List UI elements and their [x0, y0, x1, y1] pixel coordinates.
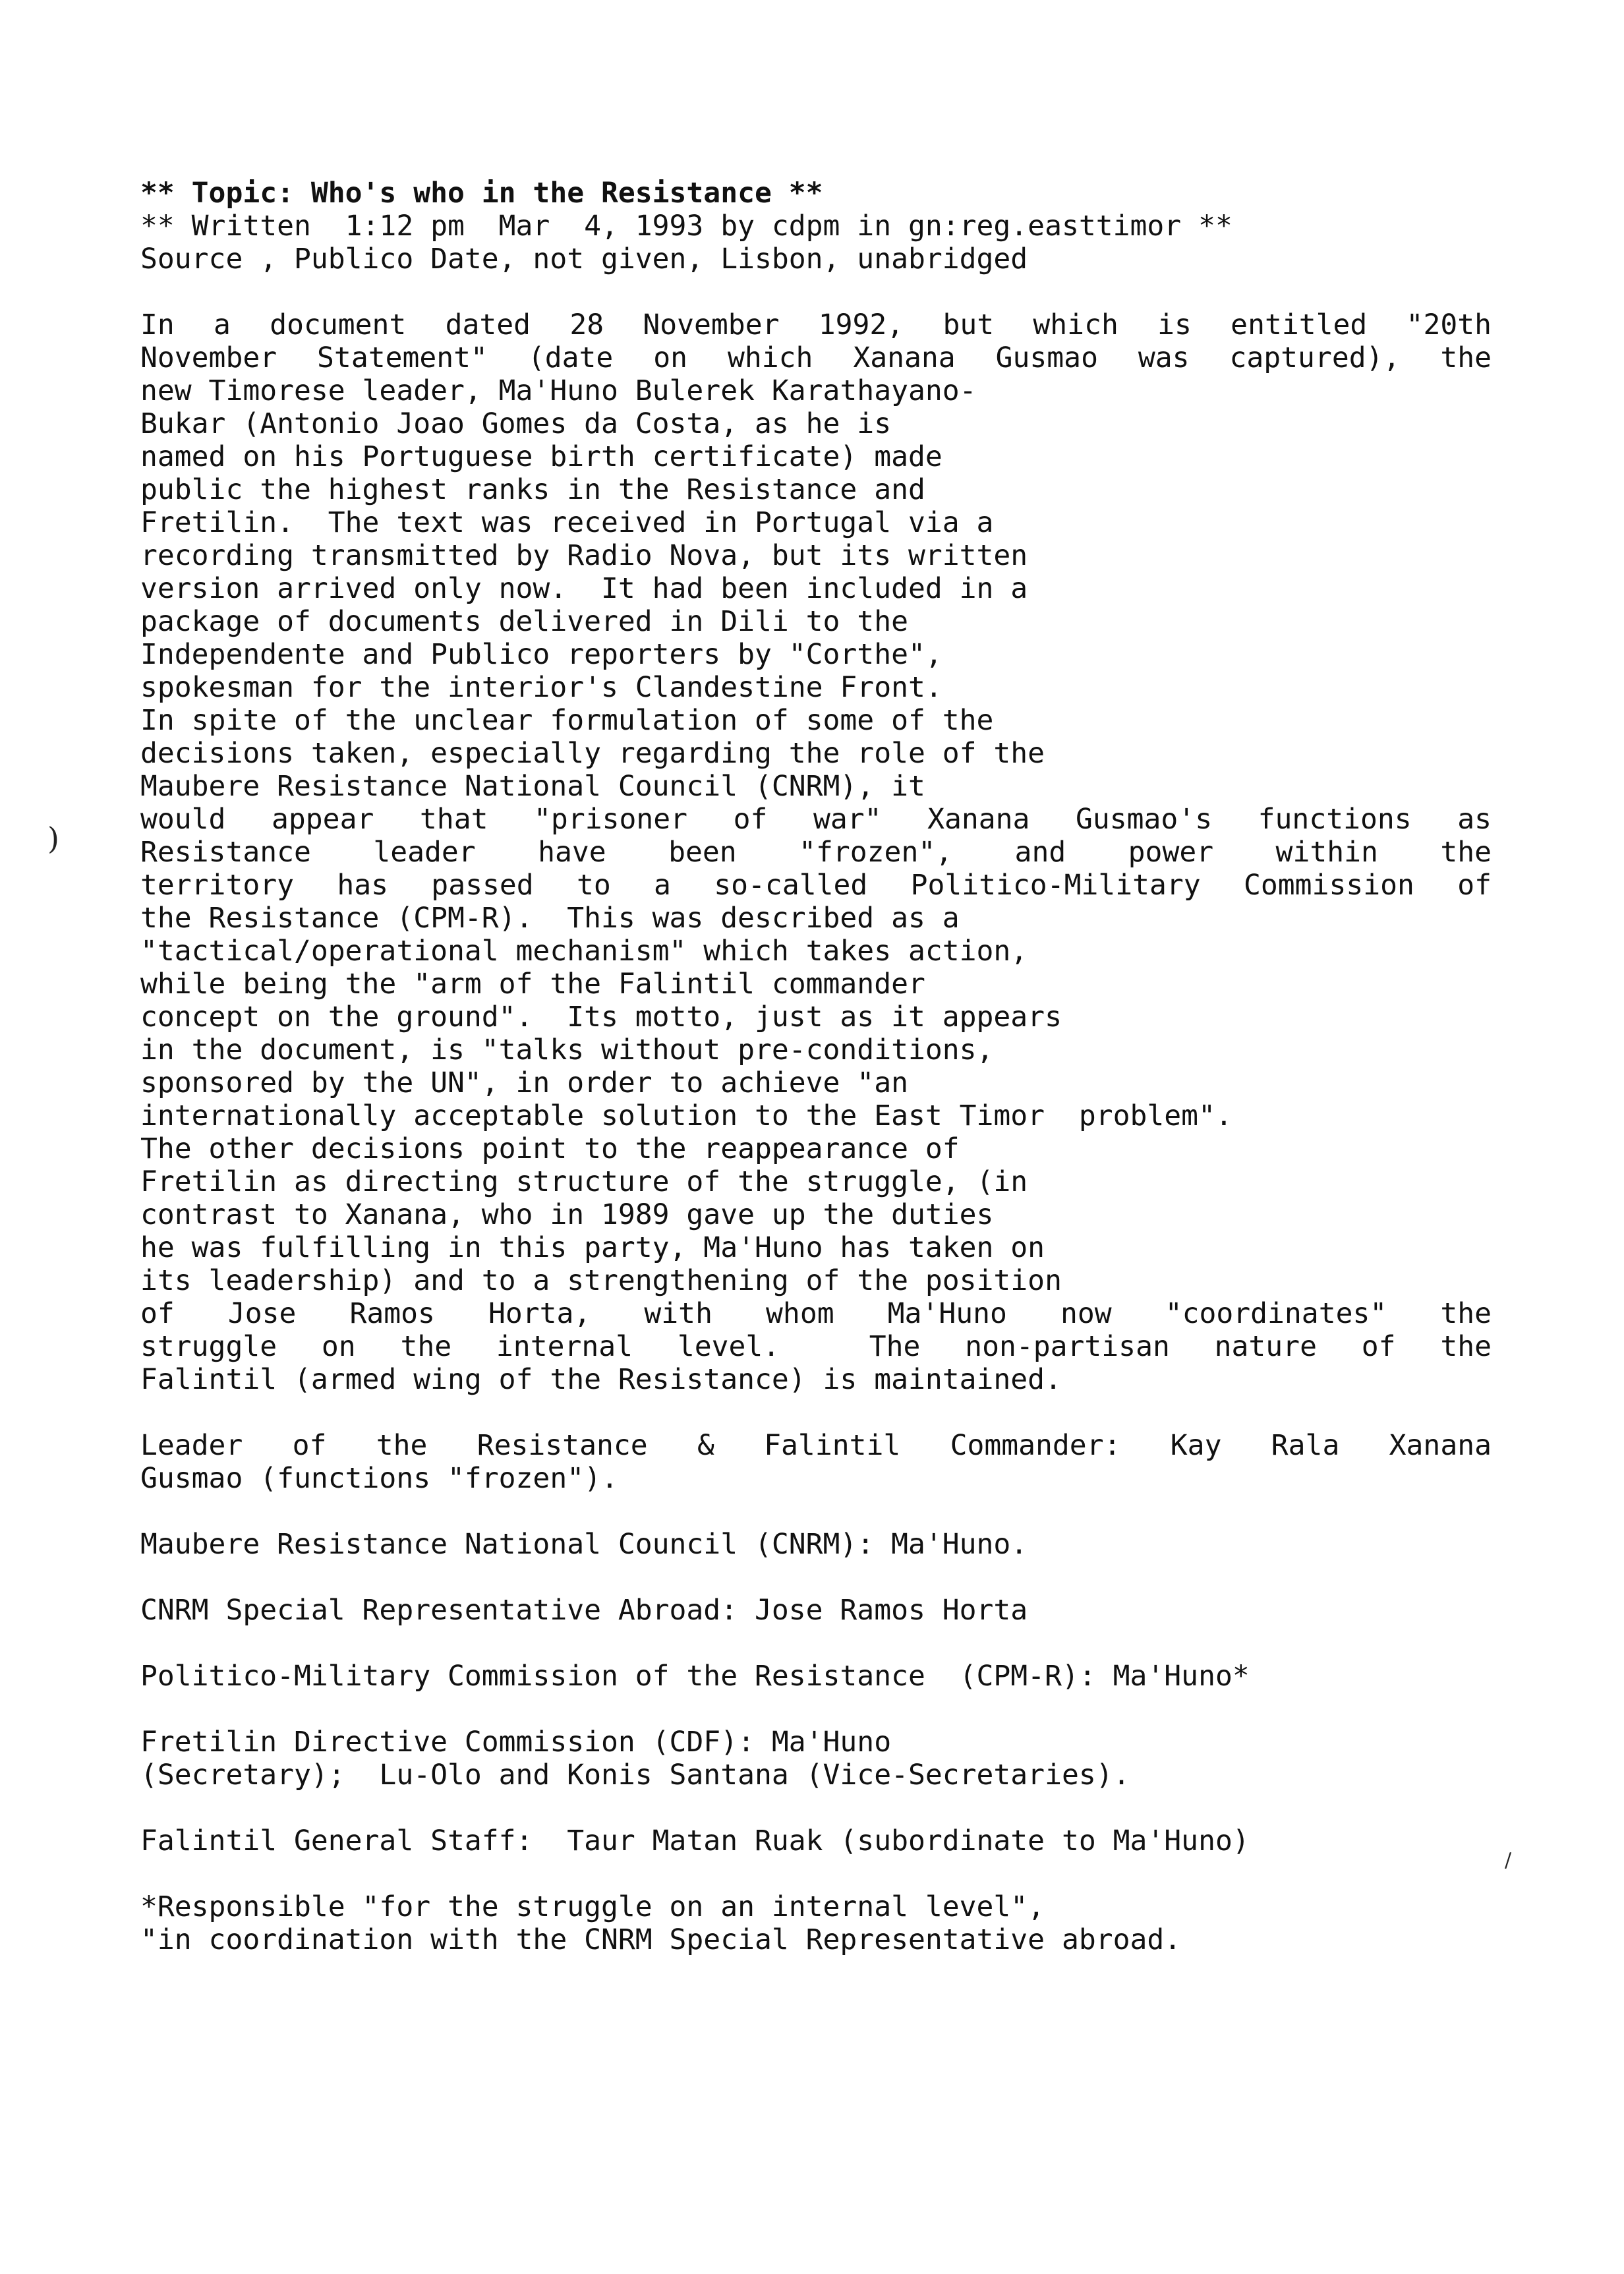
body-line: would appear that "prisoner of war" Xanana Gusmao's functions as	[140, 803, 1492, 836]
rank-leader	[140, 1429, 1492, 1495]
body-line: Independente and Publico reporters by "Corthe",	[140, 638, 942, 671]
body-line: Fretilin. The text was received in Portugal via a	[140, 506, 994, 539]
rank-line: Maubere Resistance National Council (CNRM): Ma'Huno.	[140, 1528, 1028, 1561]
rank-line: Gusmao (functions "frozen").	[140, 1462, 618, 1495]
footnote-line: "in coordination with the CNRM Special Representative abroad.	[140, 1923, 1182, 1956]
rank-special-representative	[140, 1594, 1492, 1627]
margin-mark: /	[1505, 1849, 1512, 1872]
body-line: recording transmitted by Radio Nova, but its written	[140, 539, 1028, 572]
body-line: Resistance leader have been "frozen", and power within the	[140, 836, 1492, 869]
body-line: public the highest ranks in the Resistance and	[140, 473, 925, 506]
body-line: new Timorese leader, Ma'Huno Bulerek Karathayano-	[140, 374, 977, 407]
body-line: contrast to Xanana, who in 1989 gave up the duties	[140, 1198, 994, 1231]
rank-cnrm	[140, 1528, 1492, 1561]
body-line: named on his Portuguese birth certificate) made	[140, 440, 942, 473]
body-line: Falintil (armed wing of the Resistance) is maintained.	[140, 1363, 1062, 1396]
body-line: of Jose Ramos Horta, with whom Ma'Huno now "coordinates" the	[140, 1297, 1492, 1330]
body-line: Bukar (Antonio Joao Gomes da Costa, as he is	[140, 407, 892, 440]
margin-mark: )	[47, 821, 59, 856]
rank-general-staff	[140, 1824, 1492, 1857]
rank-line: CNRM Special Representative Abroad: Jose Ramos Horta	[140, 1594, 1028, 1627]
body-line: package of documents delivered in Dili to the	[140, 605, 908, 638]
body-line: November Statement" (date on which Xanana Gusmao was captured), the	[140, 341, 1492, 374]
body-line: territory has passed to a so-called Politico-Military Commission of	[140, 869, 1492, 902]
body-line: Maubere Resistance National Council (CNRM), it	[140, 770, 925, 803]
body-line: "tactical/operational mechanism" which takes action,	[140, 935, 1028, 968]
rank-line: Politico-Military Commission of the Resistance (CPM-R): Ma'Huno*	[140, 1660, 1250, 1693]
body-line: in the document, is "talks without pre-conditions,	[140, 1034, 994, 1066]
body-line: he was fulfilling in this party, Ma'Huno has taken on	[140, 1231, 1045, 1264]
rank-cpm-r	[140, 1660, 1492, 1693]
body-line: while being the "arm of the Falintil commander	[140, 968, 925, 1001]
topic-line: ** Topic: Who's who in the Resistance **	[140, 177, 823, 210]
body-line: In a document dated 28 November 1992, but which is entitled "20th	[140, 308, 1492, 341]
rank-line: (Secretary); Lu-Olo and Konis Santana (Vice-Secretaries).	[140, 1759, 1130, 1792]
rank-line: Leader of the Resistance & Falintil Commander: Kay Rala Xanana	[140, 1429, 1492, 1462]
body-line: its leadership) and to a strengthening of the position	[140, 1264, 1062, 1297]
rank-line: Falintil General Staff: Taur Matan Ruak (subordinate to Ma'Huno)	[140, 1824, 1250, 1857]
rank-line: Fretilin Directive Commission (CDF): Ma'Huno	[140, 1726, 892, 1759]
body-line: decisions taken, especially regarding the role of the	[140, 737, 1045, 770]
source-line: Source , Publico Date, not given, Lisbon, unabridged	[140, 243, 1028, 276]
body-line: internationally acceptable solution to the East Timor problem".	[140, 1099, 1232, 1132]
footnote	[140, 1890, 1492, 1956]
body-line: version arrived only now. It had been included in a	[140, 572, 1028, 605]
header	[140, 177, 1492, 276]
body-line: In spite of the unclear formulation of some of the	[140, 704, 994, 737]
article-body	[140, 308, 1492, 1396]
body-line: concept on the ground". Its motto, just as it appears	[140, 1001, 1062, 1034]
footnote-line: *Responsible "for the struggle on an internal level",	[140, 1890, 1045, 1923]
body-line: struggle on the internal level. The non-partisan nature of the	[140, 1330, 1492, 1363]
written-line: ** Written 1:12 pm Mar 4, 1993 by cdpm in gn:reg.easttimor **	[140, 210, 1232, 243]
body-line: sponsored by the UN", in order to achieve "an	[140, 1066, 908, 1099]
body-line: Fretilin as directing structure of the struggle, (in	[140, 1165, 1028, 1198]
body-line: spokesman for the interior's Clandestine Front.	[140, 671, 942, 704]
body-line: the Resistance (CPM-R). This was described as a	[140, 902, 960, 935]
rank-cdf	[140, 1726, 1492, 1792]
body-line: The other decisions point to the reappearance of	[140, 1132, 960, 1165]
